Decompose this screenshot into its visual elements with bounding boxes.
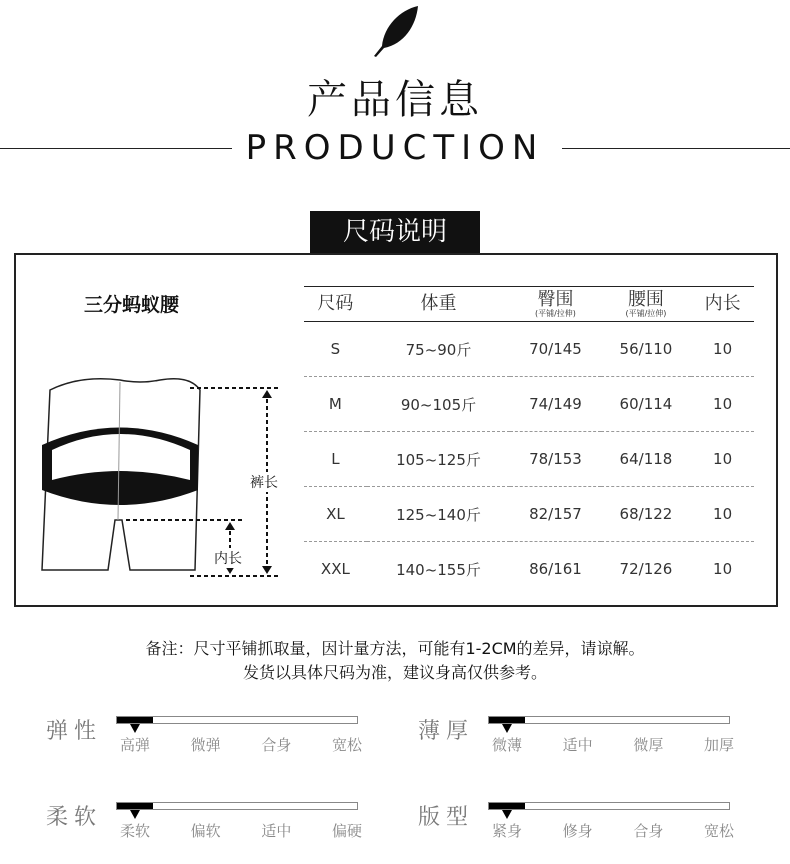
table-cell: 10 <box>691 322 754 377</box>
attribute-option: 微厚 <box>633 736 664 754</box>
attribute-label: 版型 <box>418 805 475 830</box>
table-cell: 90~105斤 <box>367 377 510 432</box>
table-cell: 60/114 <box>601 377 691 432</box>
outseam-label: 裤长 <box>250 472 278 492</box>
header-sub: (平铺/拉伸) <box>534 308 576 318</box>
table-cell: 78/153 <box>510 432 600 487</box>
attribute-options <box>492 734 734 755</box>
attribute-option: 偏硬 <box>331 822 362 840</box>
note-line: 发货以具体尺码为准，建议身高仅供参考。 <box>242 663 547 682</box>
table-row <box>304 322 754 377</box>
selected-marker-icon <box>130 724 140 733</box>
selected-marker-icon <box>502 810 512 819</box>
table-cell: 64/118 <box>601 432 691 487</box>
table-cell: 105~125斤 <box>367 432 510 487</box>
column-header <box>691 287 754 322</box>
title-en: PRODUCTION <box>245 128 545 168</box>
attribute-option: 偏软 <box>190 822 221 840</box>
scale-fill <box>117 717 153 723</box>
size-table <box>304 286 754 596</box>
feather-icon <box>370 4 422 58</box>
attribute-options <box>492 820 734 841</box>
title-cn: 产品信息 <box>307 77 483 123</box>
table-cell: XXL <box>320 560 350 578</box>
table-cell: 140~155斤 <box>396 560 481 579</box>
scale-fill <box>117 803 153 809</box>
table-cell: 74/149 <box>510 377 600 432</box>
scale-fill <box>489 803 525 809</box>
attribute-scale-bar <box>116 716 358 724</box>
section-badge: 尺码说明 <box>310 211 480 253</box>
note-line: 备注：尺寸平铺抓取量，因计量方法，可能有1-2CM的差异，请谅解。 <box>145 639 645 658</box>
header-label: 内长 <box>704 293 741 314</box>
table-cell: 125~140斤 <box>367 487 510 542</box>
selected-marker-icon <box>130 810 140 819</box>
attribute-option: 高弹 <box>120 736 151 754</box>
header-sub: (平铺/拉伸) <box>625 308 667 318</box>
scale-fill <box>489 717 525 723</box>
table-cell: 10 <box>691 377 754 432</box>
header-label: 体重 <box>420 293 457 314</box>
table-cell: L <box>304 432 367 487</box>
attribute-option: 宽松 <box>331 736 362 754</box>
attribute-options <box>120 820 362 841</box>
attribute-option: 柔软 <box>120 822 151 840</box>
inseam-label: 内长 <box>214 548 242 568</box>
table-cell: 72/126 <box>619 560 673 578</box>
table-cell: 10 <box>691 432 754 487</box>
attribute-option: 合身 <box>633 822 664 840</box>
attribute-option: 微薄 <box>492 736 523 754</box>
table-cell: XL <box>304 487 367 542</box>
product-type: 三分蚂蚁腰 <box>84 294 180 316</box>
table-cell: S <box>304 322 367 377</box>
table-row <box>304 542 754 597</box>
table-cell: 82/157 <box>510 487 600 542</box>
attribute-option: 宽松 <box>703 822 734 840</box>
table-cell: 86/161 <box>529 560 582 578</box>
column-header <box>304 287 367 322</box>
attribute-label: 弹性 <box>46 719 103 744</box>
header-label: 腰围 <box>627 288 664 310</box>
attribute-label: 薄厚 <box>418 719 475 744</box>
attribute-option: 紧身 <box>492 822 523 840</box>
table-cell: 10 <box>691 487 754 542</box>
attribute-option: 适中 <box>261 822 292 840</box>
attribute-option: 修身 <box>562 822 593 840</box>
table-cell: 70/145 <box>510 322 600 377</box>
attribute-option: 合身 <box>261 736 292 754</box>
selected-marker-icon <box>502 724 512 733</box>
header-label: 臀围 <box>537 288 574 310</box>
table-cell: M <box>304 377 367 432</box>
attribute-label: 柔软 <box>46 805 103 830</box>
table-cell: 10 <box>713 560 733 578</box>
attribute-option: 加厚 <box>703 736 734 754</box>
table-row <box>304 377 754 432</box>
attribute-scale-bar <box>488 716 730 724</box>
table-cell: 75~90斤 <box>367 322 510 377</box>
column-header <box>510 287 600 322</box>
header-label: 尺码 <box>317 293 354 314</box>
table-cell: 68/122 <box>601 487 691 542</box>
table-row <box>304 487 754 542</box>
attribute-option: 适中 <box>562 736 593 754</box>
table-row <box>304 432 754 487</box>
attribute-scale-bar <box>488 802 730 810</box>
attribute-scale-bar <box>116 802 358 810</box>
attribute-options <box>120 734 362 755</box>
column-header <box>367 287 510 322</box>
table-cell: 56/110 <box>601 322 691 377</box>
attribute-option: 微弹 <box>190 736 221 754</box>
column-header <box>601 287 691 322</box>
